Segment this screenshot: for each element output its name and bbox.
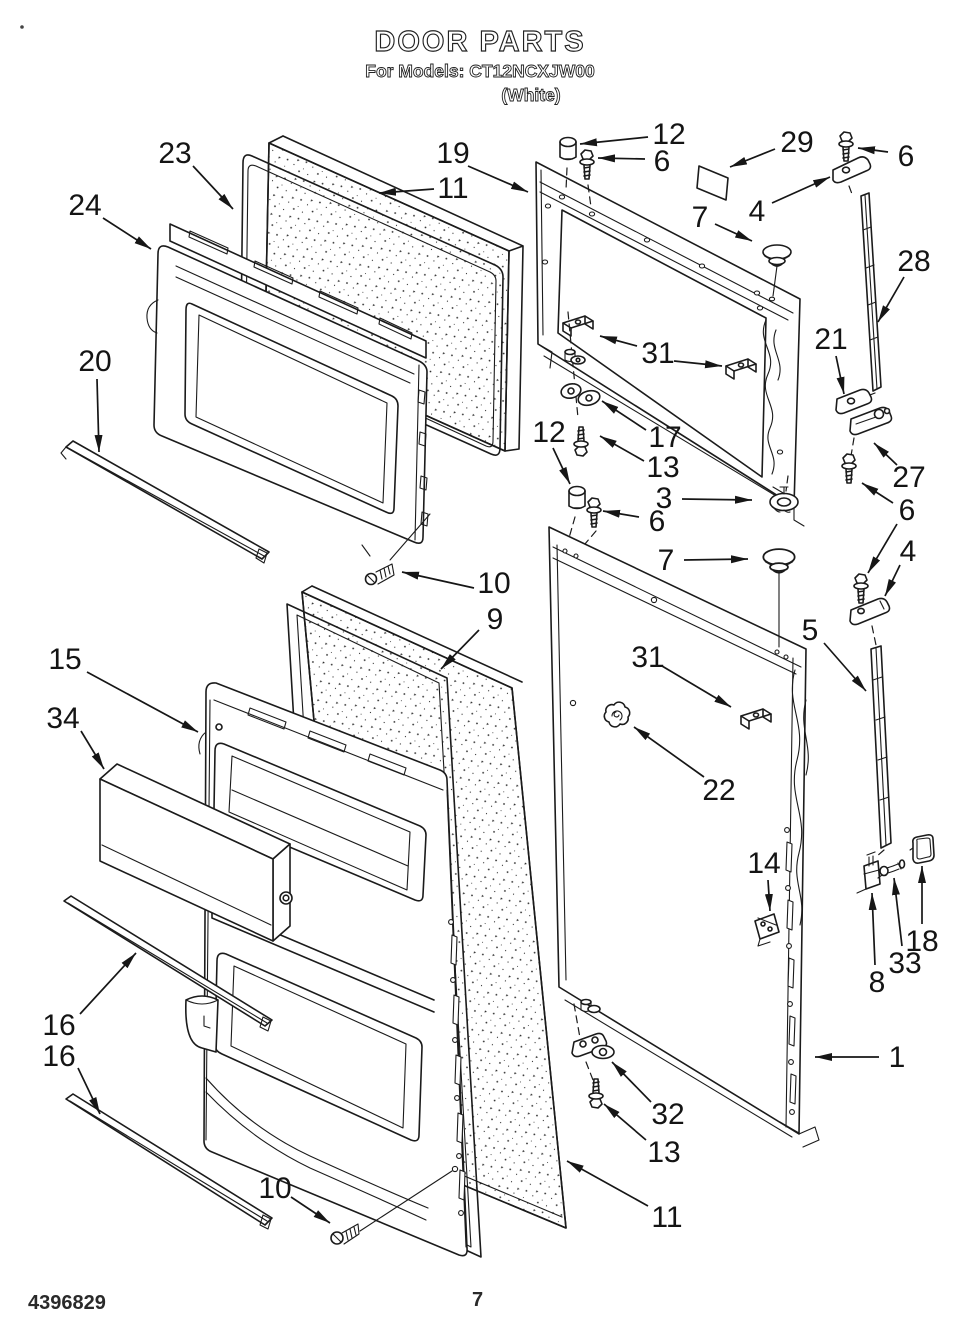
callout-leader (772, 177, 830, 203)
callout-number: 3 (655, 482, 673, 515)
callout-leader (598, 158, 645, 159)
callout-number: 18 (905, 925, 939, 958)
callout-number: 17 (648, 421, 682, 454)
callout-number: 20 (78, 345, 112, 378)
callout-1 (815, 1041, 905, 1074)
door-label-plate (697, 166, 728, 200)
callout-number: 32 (651, 1098, 685, 1131)
callout-number: 4 (748, 195, 766, 228)
callout-leader (468, 166, 528, 192)
callout-number: 5 (801, 614, 819, 647)
callout-leader (885, 565, 900, 596)
callout-21 (814, 323, 847, 394)
page-number: 7 (472, 1289, 484, 1311)
callout-leader (193, 166, 233, 209)
callout-leader (81, 731, 104, 769)
callout-leader (103, 218, 151, 249)
fridge-hinge-parts (850, 574, 934, 893)
callout-20 (78, 345, 111, 452)
callout-24 (68, 189, 151, 249)
callout-leader (858, 148, 888, 152)
callout-number: 28 (897, 245, 931, 278)
callout-number: 9 (486, 603, 504, 636)
callout-number: 7 (691, 201, 709, 234)
callout-12 (532, 416, 570, 484)
callout-leader (894, 878, 902, 946)
callout-leader (862, 483, 893, 503)
callout-leader (872, 893, 875, 965)
callout-28 (878, 245, 931, 322)
callout-number: 33 (888, 947, 922, 980)
callout-leader (878, 277, 904, 322)
callout-3 (656, 482, 752, 515)
callout-number: 8 (868, 966, 886, 999)
callout-leader (580, 137, 648, 144)
callout-number: 29 (780, 126, 814, 159)
callout-leader (684, 559, 748, 560)
callout-number: 1 (888, 1041, 906, 1074)
scan-dot (20, 25, 24, 29)
callout-7 (658, 544, 748, 577)
callout-8 (869, 893, 886, 999)
callout-number: 21 (814, 323, 848, 356)
callout-6 (598, 145, 670, 178)
callout-leader (603, 511, 639, 517)
callout-4 (749, 177, 830, 228)
callout-number: 6 (648, 505, 666, 538)
callout-number: 13 (647, 1136, 681, 1169)
callout-number: 31 (631, 641, 665, 674)
page-footer (28, 1289, 483, 1314)
callout-number: 15 (48, 643, 82, 676)
callout-number: 22 (702, 774, 736, 807)
callout-number: 13 (646, 451, 680, 484)
callout-leader (836, 356, 844, 394)
callout-11 (567, 1161, 683, 1234)
callout-number: 11 (437, 172, 469, 205)
finish-line: (White) (501, 85, 561, 105)
callout-number: 11 (651, 1201, 683, 1234)
doc-number: 4396829 (28, 1292, 106, 1314)
callout-number: 4 (899, 535, 917, 568)
callout-number: 6 (897, 140, 915, 173)
callout-number: 31 (641, 337, 675, 370)
callout-number: 12 (532, 416, 566, 449)
callout-leader (612, 1062, 651, 1102)
callout-10 (402, 567, 511, 600)
callout-leader (402, 572, 474, 588)
callout-29 (730, 126, 814, 167)
callout-number: 6 (898, 494, 916, 527)
callout-leader (600, 436, 644, 461)
callout-number: 10 (477, 567, 511, 600)
callout-23 (158, 137, 233, 209)
callout-leader (604, 1104, 646, 1140)
callout-number: 16 (42, 1040, 76, 1073)
page-header (20, 25, 595, 105)
callout-leader (567, 1161, 648, 1206)
callout-leader (715, 224, 752, 241)
callout-leader (682, 499, 752, 500)
callout-leader (553, 448, 570, 484)
callout-number: 24 (68, 189, 102, 222)
callout-number: 14 (747, 847, 781, 880)
callout-leader (291, 1197, 330, 1223)
callout-leader (87, 672, 198, 732)
callout-18 (905, 866, 938, 958)
callout-leader (730, 149, 775, 167)
callout-leader (441, 630, 479, 669)
callout-number: 23 (158, 137, 192, 170)
page-title: DOOR PARTS (374, 26, 586, 58)
callout-leader (80, 953, 136, 1014)
callout-4 (885, 535, 916, 596)
callout-number: 7 (657, 544, 675, 577)
callout-number: 6 (653, 145, 671, 178)
callout-number: 19 (436, 137, 470, 170)
callout-34 (46, 702, 104, 769)
callout-7 (692, 201, 752, 241)
models-line: For Models: CT12NCXJW00 (365, 61, 595, 81)
callout-number: 16 (42, 1009, 76, 1042)
callout-leader (824, 643, 866, 691)
callout-27 (874, 443, 926, 494)
callout-number: 27 (892, 461, 926, 494)
callout-number: 12 (652, 118, 686, 151)
fridge-inner-door-panel (186, 683, 467, 1256)
callout-leader (868, 524, 897, 573)
callout-number: 34 (46, 702, 80, 735)
callout-number: 10 (258, 1172, 292, 1205)
callout-5 (802, 614, 866, 691)
callout-leader (97, 379, 99, 452)
callout-16 (42, 953, 136, 1042)
freezer-hinge-parts (833, 132, 892, 483)
